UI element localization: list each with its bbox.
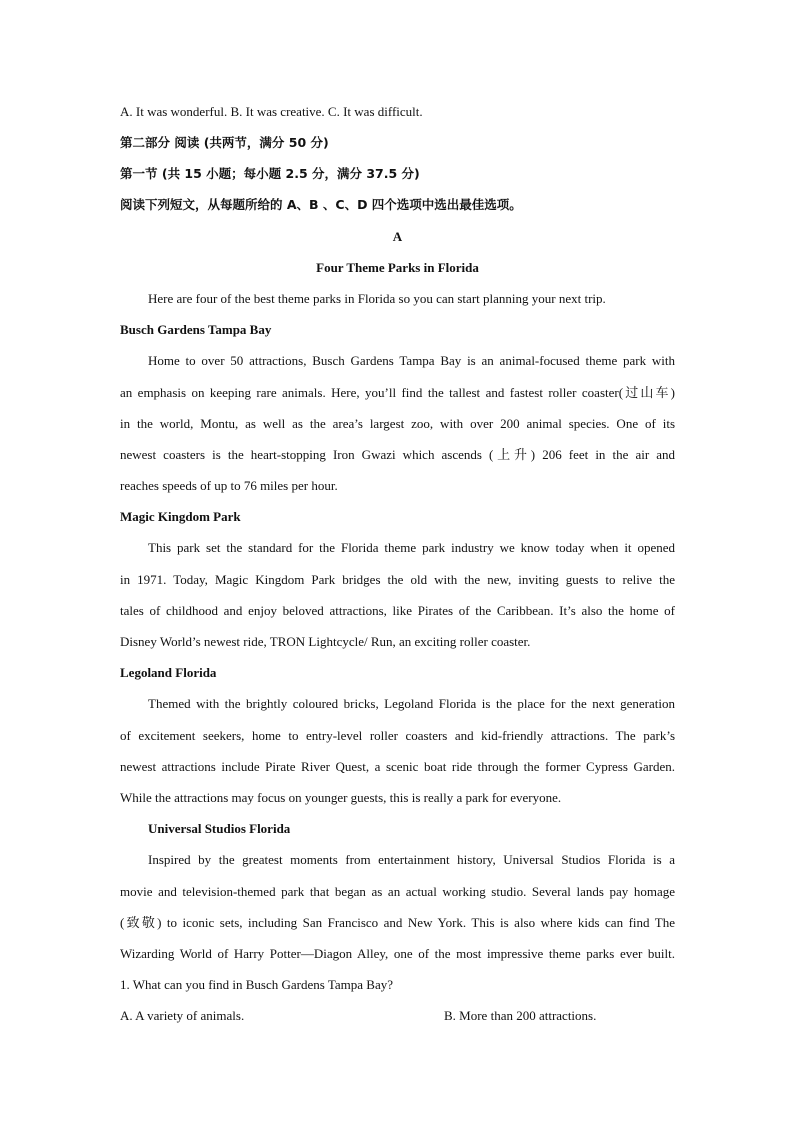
park-heading: Magic Kingdom Park	[120, 509, 241, 524]
park-text-line: While the attractions may focus on younger guests, this is really a park for everyone.	[120, 790, 562, 805]
park-text-line: Inspired by the greatest moments from entertainment history, Universal Studios Florida is a	[148, 852, 675, 867]
park-heading: Legoland Florida	[120, 665, 217, 680]
park-text-line: of excitement seekers, home to entry-level roller coasters and kid-friendly attractions. The park’s	[120, 728, 675, 743]
option-b: B. More than 200 attractions.	[444, 1008, 597, 1023]
park-text-line: Disney World’s newest ride, TRON Lightcycle/ Run, an exciting roller coaster.	[120, 634, 531, 649]
park-text-line: Wizarding World of Harry Potter—Diagon Alley, one of the most impressive theme parks ever built.	[120, 946, 675, 961]
option-a: A. A variety of animals.	[120, 1008, 245, 1023]
park-text-line: newest coasters is the heart-stopping Iron Gwazi which ascends (上升) 206 feet in the air and	[120, 447, 675, 462]
park-text-line: reaches speeds of up to 76 miles per hour.	[120, 478, 338, 493]
park-text-line: movie and television-themed park that began as an actual working studio. Several lands pay homage	[120, 884, 675, 899]
park-text-line: Home to over 50 attractions, Busch Gardens Tampa Bay is an animal-focused theme park with	[148, 353, 675, 368]
park-text-line: an emphasis on keeping rare animals. Here, you’ll find the tallest and fastest roller coaster(过山车)	[120, 385, 675, 400]
park-heading: Universal Studios Florida	[148, 821, 291, 836]
instruction: 阅读下列短文，从每题所给的 A、B 、C、D 四个选项中选出最佳选项。	[120, 197, 522, 212]
prev-question-options: A. It was wonderful. B. It was creative. C. It was difficult.	[120, 104, 423, 119]
park-text-line: newest attractions include Pirate River Quest, a scenic boat ride through the former Cypress Garden.	[120, 759, 675, 774]
park-text-line: Themed with the brightly coloured bricks, Legoland Florida is the place for the next generation	[148, 696, 675, 711]
part-title: 第二部分 阅读 (共两节，满分 50 分)	[120, 135, 329, 150]
park-text-line: tales of childhood and enjoy beloved attractions, like Pirates of the Caribbean. It’s also the home of	[120, 603, 675, 618]
park-text-line: in the world, Montu, as well as the area’s largest zoo, with over 200 animal species. One of its	[120, 416, 675, 431]
park-text-line: (致敬) to iconic sets, including San Francisco and New York. This is also where kids can find The	[120, 915, 675, 930]
section-subtitle: 第一节 (共 15 小题；每小题 2.5 分，满分 37.5 分)	[120, 166, 420, 181]
passage-title: Four Theme Parks in Florida	[316, 260, 479, 275]
question-stem: 1. What can you find in Busch Gardens Tampa Bay?	[120, 977, 393, 992]
passage-letter: A	[392, 229, 403, 244]
park-text-line: in 1971. Today, Magic Kingdom Park bridges the old with the new, inviting guests to relive the	[120, 572, 675, 587]
park-text-line: This park set the standard for the Florida theme park industry we know today when it opened	[148, 540, 675, 555]
passage-intro: Here are four of the best theme parks in Florida so you can start planning your next trip.	[148, 291, 606, 306]
park-heading: Busch Gardens Tampa Bay	[120, 322, 272, 337]
